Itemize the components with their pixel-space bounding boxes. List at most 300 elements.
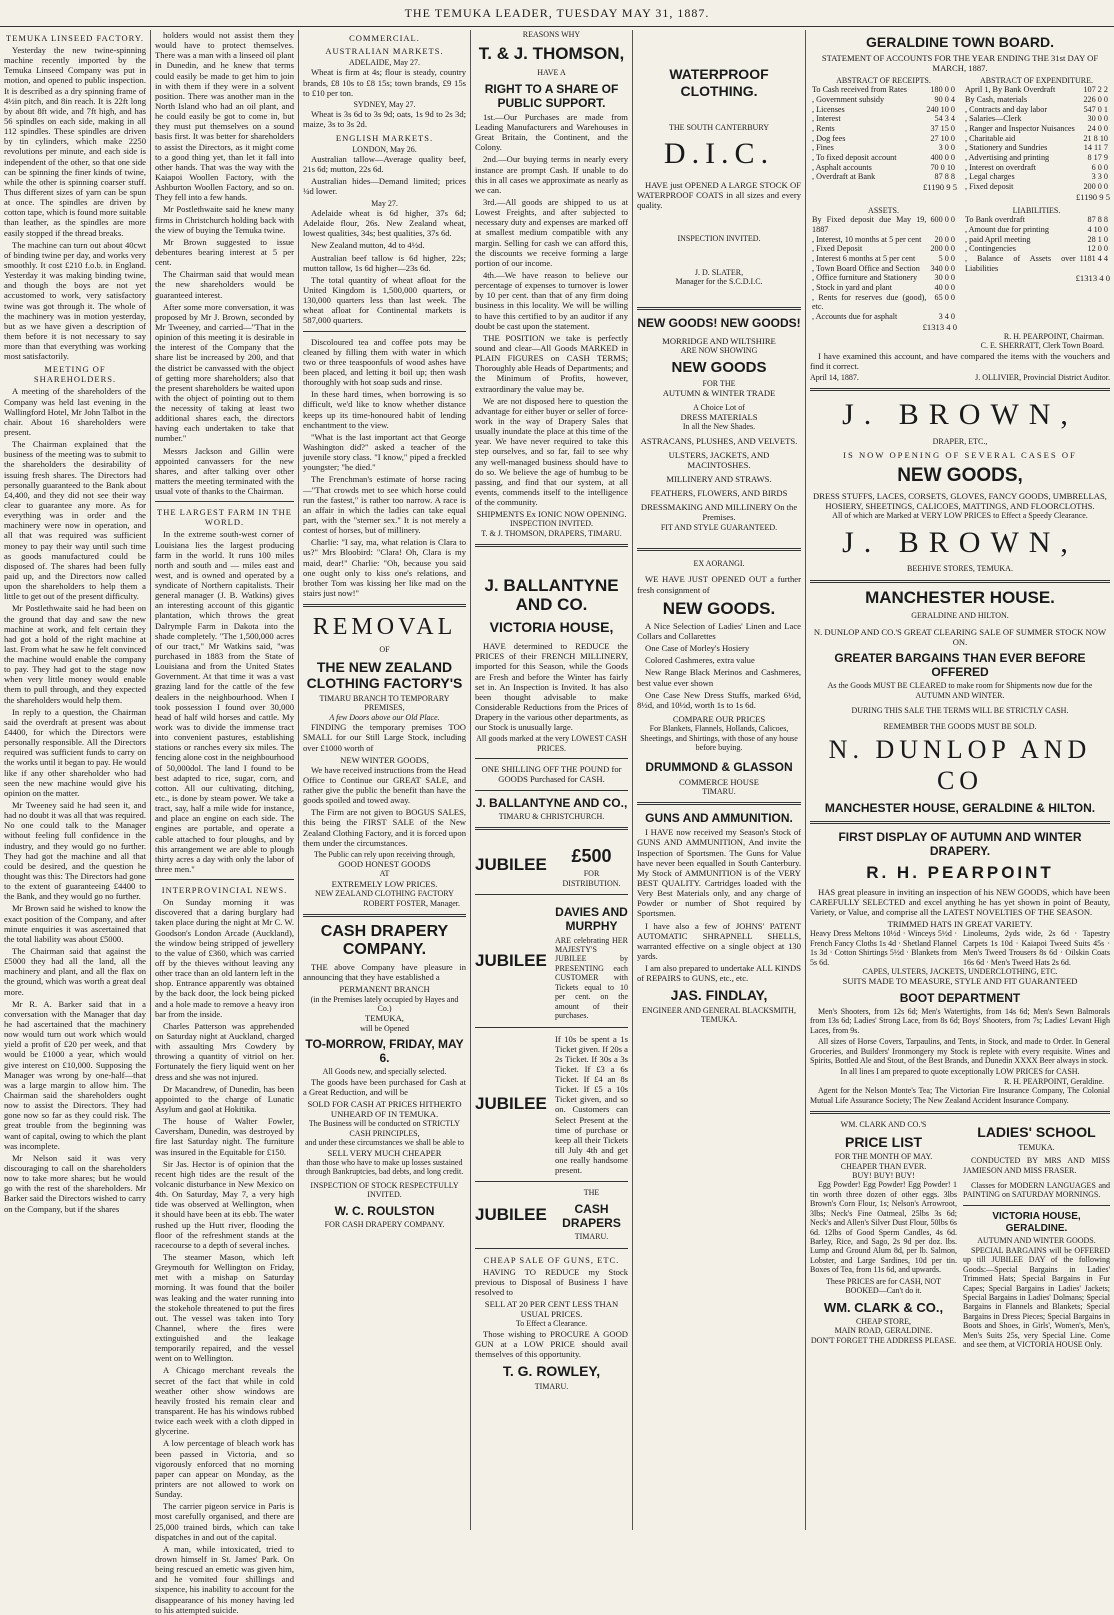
table-row: [963, 153, 1110, 163]
advert-title: N. DUNLOP AND CO: [828, 735, 1092, 795]
section-subtitle: ENGLISH MARKETS.: [335, 132, 434, 143]
advert-text: Egg Powder! Egg Powder! Egg Powder! 1 tin worth three dozen of other eggs. 3lbs Brown's Corn Flour, 1s; Nelson's Arrowroot, 3lbs; Neck's Fine Oatmeal, 25lbs 3s 6d; Neck's and Allen's Silver Dust Flour, 50lbs 6s 6d. 12lbs of Good Sperm Candles, 4s 6d. Barley, Rice, and Sago, 2s 9d per doz. lbs. Lump and Ground Alum 8d, per lb. Salmon, Lobster, and Large Sardines, 10d per tin. Boxes of Tea, from 11s 6d, and upwards.: [810, 1180, 957, 1275]
account-item: , Charitable aid: [965, 133, 1016, 143]
account-item: , Stock in yard and plant: [812, 282, 893, 292]
table-heading: ASSETS.: [868, 205, 899, 215]
table-row: [810, 293, 957, 312]
advert-text: To Effect a Clearance.: [515, 1319, 588, 1329]
advert-text: GERALDINE AND HILTON.: [911, 611, 1009, 621]
advert-text: TIMARU.: [534, 1381, 569, 1391]
account-item: , Balance of Assets over Liabilities: [965, 253, 1076, 273]
table-row: [963, 235, 1110, 245]
assets-block: [810, 206, 957, 332]
table-row: [810, 264, 957, 274]
table-row: [963, 85, 1110, 95]
advert-text: The Firm are not given to BOGUS SALES, this being the FIRST SALE of the New Zealand Clothing Factory, and it is forced upon them under the circumstances.: [303, 807, 466, 848]
paragraph: Dr Macandrew, of Dunedin, has been appointed to the charge of Lunatic Asylum and gaol at Hokitika.: [155, 1083, 294, 1114]
jubilee-label: JUBILEE: [475, 855, 547, 875]
advert-title: FIRST DISPLAY OF AUTUMN AND WINTER DRAPERY.: [838, 829, 1082, 858]
price-list-left: Heavy Dress Meltons 10½d · Winceys 5½d · French Fancy Cloths 1s 4d · Shetland Flannel 1s 3d · Cotton Shirtings 5½d · Blankets from 5s 6d.: [810, 929, 957, 967]
advert-text: As the Goods MUST BE CLEARED to make room for Shipments now due for the AUTUMN AND WINTER.: [827, 681, 1093, 700]
paragraph: Mr R. A. Barker said that in a conversation with the Manager that day he had ascertained that the machinery now would turn out work which would yield a profit of £20 per week, and that would be £1000 a year, which would give interest on £10,000. Supposing the Manager was wrong by one-half—that was a large margin to allow him. The Chairman said the shareholders ought now to assist the Directors. They had gone now so far as they could risk. The great trouble from the beginning was want of capital, owing to which the plant was incomplete.: [4, 998, 146, 1151]
divider: [963, 1205, 1110, 1206]
table-row: [810, 114, 957, 124]
market-report: Australian tallow—Average quality beef, 21s 6d; mutton, 22s 6d.: [303, 154, 466, 175]
advert-text: INSPECTION INVITED.: [509, 519, 594, 529]
table-row: [963, 254, 1110, 273]
table-heading: ABSTRACT OF EXPENDITURE.: [980, 75, 1093, 85]
jubilee-label: JUBILEE: [475, 1205, 547, 1225]
account-item: , Fixed deposit: [965, 181, 1014, 191]
account-item: , Asphalt accounts: [812, 162, 872, 172]
advert-text: PERMANENT BRANCH: [339, 984, 430, 995]
paragraph: Sir Jas. Hector is of opinion that the recent high tides are the result of the volcanic disturbance in New Mexico on 4th. On Saturday, May 7, a very high tide was observed at Wellington, when it should have been at its ebb. The water rushed up the Hutt river, flooding the floor of the refreshment stands at the racecourse to a depth of several inches.: [155, 1158, 294, 1250]
advert-title: J. BALLANTYNE AND CO.: [484, 576, 619, 614]
table-heading: ABSTRACT OF RECEIPTS.: [836, 75, 931, 85]
advert-text: All of which are Marked at VERY LOW PRICES to Effect a Speedy Clearance.: [832, 511, 1088, 521]
table-row: [810, 95, 957, 105]
advert-text: All Goods new, and specially selected.: [322, 1067, 447, 1077]
jubilee-block: [475, 895, 628, 1027]
table-row: [810, 244, 957, 254]
account-item: , Rents: [812, 123, 835, 133]
balance-section: [810, 206, 1110, 332]
advert-signature: R. H. PEARPOINT, Geraldine.: [1003, 1076, 1104, 1086]
account-amount: 27 10 0: [930, 133, 955, 143]
advert-text: Colored Cashmeres, extra value: [645, 655, 755, 666]
advert-title: T. G. ROWLEY,: [502, 1363, 601, 1380]
advert-text: TIMARU.: [574, 1232, 609, 1242]
account-item: By Cash, materials: [965, 94, 1028, 104]
paragraph: The machine can turn out about 40cwt of binding twine per day, and works very smoothly. It cost £210 f.o.b. in England. Yesterday it was making binding twine, and though the boys are not yet accustomed to work, very satisfactory twine was got through it. The whole of the machinery was in motion yesterday, but as we have given a description of them before it is not necessary to say more than that everything was working most satisfactorily.: [4, 239, 146, 362]
account-item: , Interest, 10 months at 5 per cent: [812, 234, 922, 244]
paragraph: Mr Brown said he wished to know the exact position of the Company, and after minute enquiries it was ascertained that the total liability was about £5000.: [4, 903, 146, 944]
paragraph: Messrs Jackson and Gillin were appointed canvassers for the new shares, and after talking over other matters the meeting terminated with the usual vote of thanks to the Chairman.: [155, 445, 294, 497]
table-row: [810, 283, 957, 293]
advert-text: CHEAPER THAN EVER.: [840, 1161, 927, 1171]
advert-text: REMEMBER THE GOODS MUST BE SOLD.: [883, 721, 1037, 731]
table-row: [810, 85, 957, 95]
advert-text: These PRICES are for CASH, NOT BOOKED—Can't do it.: [825, 1276, 942, 1296]
advert-text: One Case New Dress Stuffs, marked 6½d, 8½d, and 10½d, worth 1s to 1s 6d.: [637, 689, 801, 710]
market-report: New Zealand mutton, 4d to 4½d.: [311, 240, 425, 251]
paragraph: A man, while intoxicated, tried to drown himself in St. James' Park. On being rescued an emetic was given him, and he vomited four shillings and sixpence, his inability to account for the disappearance of his money having led to his attempted suicide.: [155, 1543, 294, 1615]
advert-text: 1st.—Our Purchases are made from Leading Manufacturers and Warehouses in Great Britain, the Continent, and the Colony.: [475, 111, 628, 153]
advert-title: J. BROWN,: [842, 525, 1078, 559]
account-item: , Interest: [812, 114, 841, 124]
jubilee-block: [475, 836, 628, 895]
account-amount: 24 0 0: [1087, 123, 1108, 133]
jubilee-label: JUBILEE: [475, 1094, 547, 1114]
advert-title: £500: [571, 846, 612, 867]
divider: [475, 790, 628, 791]
article-title: INTERPROVINCIAL NEWS.: [161, 885, 288, 896]
advert-text: ARE NOW SHOWING: [680, 345, 758, 355]
account-item: , Legal charges: [965, 172, 1015, 182]
divider: [810, 1111, 1110, 1114]
account-amount: 70 0 10: [930, 162, 955, 172]
advert-title: MANCHESTER HOUSE, GERALDINE & HILTON.: [824, 800, 1096, 815]
table-row: [963, 172, 1110, 182]
account-item: , Town Board Office and Section: [812, 263, 920, 273]
account-item: , Licenses: [812, 104, 845, 114]
advert-text: ENGINEER AND GENERAL BLACKSMITH,: [642, 1005, 796, 1015]
accounts-section: [810, 76, 1110, 202]
advert-text: Men's Shooters, from 12s 6d; Men's Watertights, from 14s 6d; Men's Sewn Balmorals from 13s 6d; Ladies' Strong Lace, from 8s 6d; Boys' Shooters, from 7s; Ladies' Levant High Laces, from 9s.: [810, 1006, 1110, 1035]
advert-text: TIMARU & CHRISTCHURCH.: [498, 811, 605, 821]
advert-text: INSPECTION INVITED.: [677, 234, 761, 244]
advert-text: DRESS STUFFS, LACES, CORSETS, GLOVES, FANCY GOODS, UMBRELLAS, HOSIERY, SHEETINGS, CALICOES, MATTINGS, AND FLOORCLOTHS.: [813, 491, 1107, 512]
market-report: The total quantity of wheat afloat for the United Kingdom is 1,500,000 quarters, or 130,000 quarters less than last week. The wheat afloat for Continental markets is 587,000 quarters.: [303, 274, 466, 326]
divider: [810, 388, 1110, 391]
advert-title: GUNS AND AMMUNITION.: [645, 811, 793, 826]
table-total: £1190 9 5: [922, 181, 957, 192]
account-amount: 54 3 4: [934, 114, 955, 124]
advert-text: All sizes of Horse Covers, Tarpaulins, and Tents, in Stock, and made to Order. In General Groceries, and Builders' Ironmongery my Stock is replete with every requisite. Wines and Spirits, Bottled Ale and Stout, of the Best Brands, and Dunedin XXXX Beer always in stock.: [810, 1037, 1110, 1065]
market-report: Adelaide wheat is 6d higher, 37s 6d; Adelaide flour, 26s. New Zealand wheat, lowest qualities, 34s; best qualities, 37s 6d.: [303, 208, 466, 239]
receipts-block: [810, 76, 957, 202]
audit-line: [810, 373, 1110, 382]
advert-text: I am also prepared to undertake ALL KINDS of REPAIRS to GUNS, etc., etc.: [637, 963, 801, 984]
paragraph: The steamer Mason, which left Greymouth for Wellington on Friday, met with a mishap on Saturday morning. It was found that the boiler was leaking and the water running into the stokehole threatened to put the fires out. The vessel was taken into Tory Channel, where the fires were extinguished and the leakage temporarily repaired, and the vessel went on to Wellington.: [155, 1251, 294, 1364]
market-report: Wheat is 3s 6d to 3s 9d; oats, 1s 9d to 2s 3d; maize, 3s to 3s 2d.: [303, 109, 466, 130]
paragraph: "What is the last important act that George Washington did?" asked a teacher of the juvenile story class. "I know," piped a freckled youngster; "he died.": [303, 431, 466, 473]
account-item: , Amount due for printing: [965, 224, 1049, 234]
advert-title: JAS. FINDLAY,: [670, 987, 768, 1004]
account-item: , Interest 6 months at 5 per cent: [812, 253, 916, 263]
account-amount: 6 0 0: [1091, 162, 1108, 172]
advert-text: THE above Company have pleasure in announcing that they have established a: [303, 962, 466, 983]
paragraph: A meeting of the shareholders of the Company was held last evening in the Wallingford Hotel, Mr John Talbot in the chair. About 16 shareholders were present.: [4, 386, 146, 437]
jubilee-text: If 10s be spent a 1s Ticket given. If 20s a 2s Ticket. If 30s a 3s Ticket. If £3 a 6s Ticket. If £4 an 8s Ticket. If £5 a 10s Ticket given, and so on. Customers can Select Present at the time of purchase or keep all their Tickets till July 4th and get one really handsome present.: [555, 1033, 628, 1176]
account-amount: 200 0 0: [930, 244, 955, 254]
advert-text: SELL AT 20 PER CENT LESS THAN USUAL PRICES.: [484, 1299, 619, 1320]
divider: [475, 758, 628, 759]
advert-text: TIMARU.: [702, 786, 736, 796]
advert-text: TEMUKA.: [1018, 1142, 1055, 1152]
advert-text: Those wishing to PROCURE A GOOD GUN at a LOW PRICE should avail themselves of this opportunity.: [475, 1328, 628, 1360]
liabilities-block: [963, 206, 1110, 332]
advert-text: HAVE just OPENED A LARGE STOCK OF WATERPROOF COATS in all sizes and every quality.: [637, 179, 801, 211]
jubilee-label: JUBILEE: [475, 950, 547, 970]
advert-text: I have examined this account, and have compared the items with the vouchers and find it correct.: [810, 350, 1110, 371]
account-item: , Accounts due for asphalt: [812, 311, 898, 321]
advert-text: FIT AND STYLE GUARANTEED.: [660, 522, 778, 532]
table-row: [963, 114, 1110, 124]
advert-text: DRAPER, ETC.,: [932, 436, 988, 446]
table-row: [810, 312, 957, 322]
advert-title: R. H. PEARPOINT: [866, 863, 1054, 883]
advert-text: MORRIDGE AND WILTSHIRE: [662, 335, 776, 346]
table-row: [963, 244, 1110, 254]
advert-title: NEW GOODS,: [897, 465, 1023, 487]
advert-title: GERALDINE TOWN BOARD.: [866, 34, 1054, 50]
table-row: [810, 124, 957, 134]
advert-text: HAVING TO REDUCE my Stock previous to Disposal of Business I have resolved to: [475, 1266, 628, 1297]
divider: [475, 544, 628, 547]
account-item: , Advertising and printing: [965, 152, 1050, 162]
advert-text: THE POSITION we take is perfectly sound and clear—All Goods MARKED in PLAIN FIGURES on CASH TERMS; Thoroughly able Heads of Departments; and the Minimum of Profits, however, extraordinary the value may be.: [475, 332, 628, 394]
advert-text: NEW WINTER GOODS,: [340, 754, 429, 765]
advert-text: NEW ZEALAND CLOTHING FACTORY: [315, 889, 454, 899]
market-report: Wheat is firm at 4s; flour is steady, country brands, £8 10s to £8 15s; town brands, £9 15s to £10 per ton.: [303, 67, 466, 98]
advert-text: New Range Black Merinos and Cashmeres, best value ever shown: [637, 667, 801, 688]
advert-title: PRICE LIST: [844, 1133, 922, 1150]
section-subtitle: AUSTRALIAN MARKETS.: [325, 46, 444, 57]
advert-text: TEMUKA.: [700, 1015, 738, 1025]
advert-text: The goods have been purchased for Cash at a Great Reduction, and will be: [303, 1076, 466, 1097]
advert-text: than those who have to make up losses sustained through Bankruptcies, bad debts, and long credit.: [305, 1157, 464, 1177]
advert-text: EX AORANGI.: [693, 559, 745, 569]
jubilee-block: [475, 1182, 628, 1248]
advert-text: In all lines I am prepared to quote exceptionally LOW PRICES for CASH.: [840, 1067, 1080, 1077]
account-item: , Office furniture and Stationery: [812, 273, 918, 283]
paragraph: On Sunday morning it was discovered that a daring burglary had taken place during the night at Mr C. W. Goodson's London Arcade (Auckland), the window being stripped of jewellery to the value of £360, which was carried off by the thieves without leaving any other trace than an old lantern left in the shop. Entrance apparently was obtained by the back door, the lock being picked and a hole made to remove a heavy iron bar from the inside.: [155, 897, 294, 1019]
signature: C. E. SHERRATT, Clerk Town Board.: [980, 341, 1104, 351]
advert-text: SPECIAL BARGAINS will be OFFERED up till JUBILEE DAY of the following Goods:—Special Bargains in Ladies' Trimmed Hats; Special Bargains in Fur Capes; Special Bargains in Ladies' Jackets; Special Bargains in Ladies' Dolmans; Special Bargains in Flannels and Blankets; Special Bargains in Dress Pieces; Special Bargains in Boots and Shoes, in Girls', Women's, Men's, Men's Suits 25s, very Special Line. Come and see them, at VICTORIA HOUSE Only.: [963, 1245, 1110, 1350]
account-amount: 1181 4 4: [1079, 253, 1108, 263]
paragraph: A Chicago merchant reveals the secret of the fact that while in cold weather other show windows are heavily frosted his remain clear and transparent. He has his windows rubbed twice each week with a cloth dipped in glycerine.: [155, 1365, 294, 1437]
advert-title: NEW GOODS! NEW GOODS!: [637, 315, 801, 330]
divider: [303, 604, 466, 607]
dateline: LONDON, May 26.: [352, 144, 417, 154]
divider: [637, 548, 801, 551]
account-item: , To fixed deposit account: [812, 152, 897, 162]
advert-text: We are not disposed here to question the advantage for either buyer or seller of force-work in the way of Drapery Sales that usually inundate the place at this time of the year. We have never required to take this step ourselves, and so far, fail to see why any well-managed business should have to do so. We believe the age of humbug to be passing, and find that our system, at all events, commends itself to the intelligence of the community.: [475, 395, 628, 508]
advert-text: In all the New Shades.: [682, 422, 756, 432]
paragraph: Mr Brown suggested to issue debentures bearing interest at 5 per cent.: [155, 236, 294, 268]
table-row: [963, 215, 1110, 225]
advert-signature: J. D. SLATER,: [694, 267, 744, 277]
advert-text: FOR THE: [702, 379, 736, 389]
auditor: J. OLLIVIER, Provincial District Auditor.: [975, 372, 1110, 382]
paragraph: The house of Walter Fowler, Caversham, Dunedin, was destroyed by fire last Saturday night. The furniture was insured in the Equitable for £150.: [155, 1116, 294, 1157]
table-row: [810, 273, 957, 283]
advert-title: REMOVAL: [312, 614, 457, 641]
column-3: [299, 30, 470, 1530]
advert-text: A few Doors above our Old Place.: [329, 712, 440, 722]
market-report: Australian hides—Demand limited; prices ¼d lower.: [303, 176, 466, 197]
article-title: TEMUKA LINSEED FACTORY.: [6, 33, 144, 43]
account-item: To Cash received from Rates: [812, 85, 907, 95]
paragraph: In the extreme south-west corner of Louisiana lies the largest producing farm in the world. It runs 100 miles north and south and — miles east and west, and is owned and operated by a syndicate of Northern capitalists. Their general manager (J. B. Watkins) gives an interesting account of this gigantic plantation, which throws the great Dalrymple Farm in Dakota into the shade completely. "The 1,500,000 acres of our tract," Mr Watkins said, "was purchased in 1883 from the State of Louisiana and from the United States Government. At that time it was a vast grazing land for the cattle of the few dealers in the neighbourhood. When I took possession I found over 30,000 head of half wild horses and cattle. My work was to divide the immense tract into convenient pastures, establishing stations or ranches every six miles. The fencing alone cost in the neighbourhood of 50,000dol. The land I found to be best adapted to rice, sugar, corn, and cotton. All our cultivating, ditching, etc., is done by steam power. We take a tract, say, half a mile wide for instance, and place an engine on each side. The engines are portable, and operate a cable attached to four ploughs, and by this arrangement we are able to plough thirty acres a day with only the labor of three men.": [155, 529, 294, 874]
dateline: ADELAIDE, May 27.: [348, 58, 421, 68]
account-item: , Contingencies: [965, 244, 1016, 254]
advert-text: will be Opened: [360, 1023, 409, 1033]
account-item: , Overdraft at Bank: [812, 172, 876, 182]
advert-text: The Business will be conducted on STRICTLY CASH PRINCIPLES,: [308, 1119, 461, 1138]
advert-title: RIGHT TO A SHARE OF PUBLIC SUPPORT.: [484, 81, 619, 110]
account-amount: 107 2 2: [1083, 85, 1108, 95]
divider: [637, 802, 801, 805]
divider: [810, 580, 1110, 583]
advert-signature: ROBERT FOSTER, Manager.: [363, 898, 460, 908]
account-item: , Stationery and Sundries: [965, 143, 1048, 153]
advert-text: A Nice Selection of Ladies' Linen and Lace Collars and Collarettes: [637, 620, 801, 641]
advert-text: BUY! BUY! BUY!: [852, 1170, 915, 1180]
column-1: [0, 30, 150, 1530]
paragraph: The Chairman said that would mean the new shareholders would be guaranteed interest.: [155, 269, 294, 300]
account-item: , Fines: [812, 143, 834, 153]
advert-text: The Public can rely upon receiving through,: [313, 849, 456, 859]
advert-text: 2nd.—Our buying terms in nearly every instance are prompt Cash. If unable to do this in all cases we approximate as nearly as we can.: [475, 154, 628, 195]
advert-text: WM. CLARK AND CO.'S: [840, 1120, 927, 1130]
advert-title: NEW GOODS: [671, 359, 767, 377]
paragraph: Mr Postlethwaite said he had been on the ground that day and saw the new machine at work, and felt certain they had got a hold of the right machine at last. From what he saw he felt convinced the machine would enable the company to pay. They had got to the stage now when very little money would enable them to pull through, and they expected the shareholders would help them.: [4, 603, 146, 705]
article-title: THE LARGEST FARM IN THE WORLD.: [157, 507, 292, 528]
advert-title: GREATER BARGAINS THAN EVER BEFORE OFFERED: [834, 651, 1086, 680]
advert-title: THE NEW ZEALAND CLOTHING FACTORY'S: [306, 658, 463, 692]
advert-title: D.I.C.: [663, 137, 775, 171]
account-amount: 87 8 8: [1087, 215, 1108, 225]
advert-text: SHIPMENTS Ex IONIC NOW OPENING.: [476, 509, 627, 520]
advert-text: I HAVE now received my Season's Stock of GUNS AND AMMUNITION, And invite the Inspection of Sportsmen. The Guns for Value have never been equalled in South Canterbury. My Stock of AMMUNITION is of the VERY BEST QUALITY. Cartridges loaded with the Very Best Materials only, and any charge of Powder or number of Shot required by Sportsmen.: [637, 827, 801, 919]
advert-text: CAPES, ULSTERS, JACKETS, UNDERCLOTHING, ETC.: [862, 967, 1058, 977]
table-row: [963, 95, 1110, 105]
paragraph: In these hard times, when borrowing is so difficult, we'd like to know whether distance keeps up its time-honoured habit of lending enchantment to the view.: [303, 389, 466, 430]
ladies-school: [963, 1120, 1110, 1352]
advert-text: FOR THE MONTH OF MAY.: [834, 1152, 933, 1162]
account-item: , Ranger and Inspector Nuisances: [965, 123, 1075, 133]
advert-text: INSPECTION OF STOCK RESPECTFULLY INVITED.: [310, 1180, 459, 1200]
advert-title: MANCHESTER HOUSE.: [865, 587, 1055, 607]
advert-text: We have received instructions from the Head Office to Continue our GREAT SALE, and rather give the public the benefit than have the goods spoiled and towed away.: [303, 764, 466, 806]
advert-text: SOLD FOR CASH AT PRICES HITHERTO UNHEARD OF IN TEMUKA.: [307, 1099, 462, 1120]
paragraph: holders would not assist them they would have to protect themselves. There was a man with a linseed oil plant in Dunedin, and he knew that terms could easily be made to get him to join in with them if they were in a solvent position. There was another man in the North Island who had an oil plant, and he could easily be got to come in, but they must put themselves on a sound basis first. It was better for shareholders to assist the Directors, as it might come to a good thing yet, than let it fall into other hands. That was the way with the Kaiapoi Woollen Factory, with the Ashburton Woollen Factory, and so on. They fell into a few hands.: [155, 30, 294, 203]
jubilee-text: [555, 842, 628, 888]
account-item: , Contracts and day labor: [965, 104, 1048, 114]
bottom-adverts: [810, 1120, 1110, 1352]
advert-text: (in the Premises lately occupied by Hayes and Co.): [310, 994, 459, 1013]
advert-text: CONDUCTED BY MRS AND MISS JAMIESON AND MISS FRASER.: [963, 1156, 1110, 1175]
advert-text: STATEMENT OF ACCOUNTS FOR THE YEAR ENDING THE 31st DAY OF MARCH, 1887.: [821, 52, 1099, 73]
account-amount: 180 0 0: [930, 85, 955, 95]
advert-title: NEW GOODS.: [662, 598, 776, 618]
advert-text: N. DUNLOP AND CO.'S GREAT CLEARING SALE OF SUMMER STOCK NOW ON.: [813, 626, 1107, 647]
account-amount: 547 0 1: [1083, 104, 1108, 114]
account-amount: 40 0 0: [934, 282, 955, 292]
section-title: COMMERCIAL.: [349, 33, 420, 43]
table-row: [810, 163, 957, 173]
account-item: To Bank overdraft: [965, 215, 1025, 225]
table-heading: LIABILITIES.: [1012, 205, 1061, 215]
advert-text: COMPARE OUR PRICES: [672, 713, 766, 724]
column-5: [633, 30, 805, 1530]
divider: [303, 331, 466, 332]
table-row: [963, 182, 1110, 192]
table-row: [810, 172, 957, 182]
advert-title: J. BALLANTYNE AND CO.,: [475, 795, 628, 810]
expenditure-block: [963, 76, 1110, 202]
advert-text: 4th.—We have reason to believe our percentage of expenses to turnover is lower by 10 per cent. than that of any firm doing business in this locality. We will be willing to have this certified to by an auditor if any doubt be cast upon the statement.: [475, 269, 628, 331]
jubilee-text: [555, 1188, 628, 1241]
advert-text: GOOD HONEST GOODS: [338, 859, 431, 870]
account-item: By Fixed deposit due May 19, 1887: [812, 215, 927, 234]
article-subtitle: MEETING OF SHAREHOLDERS.: [33, 364, 117, 385]
audit-date: April 14, 1887.: [810, 372, 859, 382]
account-amount: 20 0 0: [934, 234, 955, 244]
advert-text: I have also a few of JOHNS' PATENT AUTOMATIC SHRAPNELL SHELLS, warranted effective on a single object at 130 yards.: [637, 920, 801, 961]
advert-title: CHEAP SALE OF GUNS, ETC.: [483, 1254, 620, 1265]
advert-text: ASTRACANS, PLUSHES, AND VELVETS.: [640, 435, 798, 446]
advert-text: ARE celebrating HER MAJESTY'S JUBILEE by PRESENTING each CUSTOMER with Tickets equal to 10 per cent. on the amount of their purchases.: [555, 935, 628, 1021]
table-row: [963, 124, 1110, 134]
advert-signature: T. & J. THOMSON, DRAPERS, TIMARU.: [481, 528, 622, 538]
account-amount: 87 8 8: [934, 172, 955, 182]
paragraph: After some more conversation, it was proposed by Mr J. Brown, seconded by Mr Tweeney, and carried—"That in the opinion of this meeting it is desirable in the interest of the Company that the share list be increased by 200, and that the district be canvassed with the object of getting more shareholders; also that the present shareholders be waited upon with the object of pointing out to them the necessity of taking at least two additional shares each, the directors having each undertaken to take that number.": [155, 301, 294, 444]
divider: [155, 501, 294, 502]
divider: [303, 914, 466, 917]
account-amount: 90 0 4: [934, 94, 955, 104]
advert-text: COMMERCE HOUSE: [679, 776, 759, 787]
expenditure-table: [963, 85, 1110, 191]
table-row: [810, 134, 957, 144]
account-item: , paid April meeting: [965, 234, 1031, 244]
advert-text: All goods marked at the very LOWEST CASH PRICES.: [476, 734, 627, 753]
paragraph: The Chairman explained that the business of the meeting was to submit to the shareholders the desirability of issuing fresh shares. The Directors had personally guaranteed to the Bank about £4,400, and they did not see their way clear to guarantee any more. As for everything was in order and the machinery were now in operation, and all that was required was sufficient money to pay their way until such time as goods manufactured could be disposed of. The shares had been fully paid up, and the Directors now called upon the shareholders to help them a little to get out of the present difficulty.: [4, 439, 146, 602]
account-amount: 400 0 0: [930, 152, 955, 162]
advert-title: J. BROWN,: [842, 398, 1078, 432]
advert-text: FEATHERS, FLOWERS, AND BIRDS: [650, 488, 788, 499]
signature: R. H. PEARPOINT, Chairman.: [1003, 331, 1104, 341]
table-row: [963, 143, 1110, 153]
advert-title: BOOT DEPARTMENT: [899, 990, 1021, 1005]
jubilee-text: [555, 901, 628, 1020]
account-item: , Government subsidy: [812, 94, 885, 104]
advert-text: THE SOUTH CANTERBURY: [668, 123, 769, 133]
advert-title: DAVIES AND MURPHY: [555, 905, 628, 934]
account-amount: 12 0 0: [1087, 244, 1108, 254]
account-amount: 8 17 9: [1087, 152, 1108, 162]
advert-text: OF: [379, 645, 390, 655]
price-list-right: Linoleums, 2yds wide, 2s 6d · Tapestry Carpets 1s 10d · Kaiapoi Tweed Suits 45s · Men's Tweed Trousers 8s 6d · Oilskin Coats 16s 6d · Men's Tweed Hats 2s 6d.: [963, 929, 1110, 967]
table-row: [963, 163, 1110, 173]
column-2: [151, 30, 298, 1615]
advert-text: MILLINERY AND STRAWS.: [666, 474, 772, 485]
assets-table: [810, 215, 957, 321]
advert-text: MAIN ROAD, GERALDINE.: [834, 1326, 933, 1336]
advert-text: One Case of Morley's Hosiery: [645, 643, 750, 654]
divider: [637, 307, 801, 310]
advert-text: HAS great pleasure in inviting an inspection of his NEW GOODS, which have been CAREFULLY SELECTED and excel anything he has yet shown in point of Beauty, Variety, or Value, and comprise all the LATEST NOVELTIES OF THE SEASON.: [810, 886, 1110, 917]
jubilee-block: [475, 1028, 628, 1183]
clark-price-list: [810, 1120, 957, 1352]
table-row: [810, 153, 957, 163]
table-row: [963, 134, 1110, 144]
advert-text: EXTREMELY LOW PRICES.: [331, 878, 438, 889]
advert-text: 3rd.—All goods are shipped to us at Lowest Freights, and after subjected to necessary duty and expenses are marked off at smallest medium compatible with any margin. Selling for cash we can afford this, the discounts we receive forming a large portion of our income.: [475, 197, 628, 268]
advert-text: HAVE A: [537, 68, 566, 78]
masthead: THE TEMUKA LEADER, TUESDAY MAY 31, 1887.: [0, 0, 1114, 27]
advert-text: Agent for the Nelson Monte's Tea; The Victorian Fire Insurance Company, The Colonial Mutual Life Assurance Society; The New Zealand Accident Insurance Company.: [810, 1086, 1110, 1105]
account-item: , Fixed Deposit: [812, 244, 863, 254]
advert-text: FINDING the temporary premises TOO SMALL for our Still Large Stock, including over £1000 worth of: [303, 722, 466, 753]
advert-text: TRIMMED HATS IN GREAT VARIETY.: [887, 919, 1033, 930]
dateline: May 27.: [371, 198, 398, 208]
account-amount: 28 1 0: [1087, 234, 1108, 244]
table-row: [810, 105, 957, 115]
advert-title: DRUMMOND & GLASSON: [645, 760, 793, 775]
advert-text: THE: [583, 1188, 600, 1198]
account-amount: 21 8 10: [1083, 133, 1108, 143]
advert-text: REASONS WHY: [522, 30, 581, 39]
advert-title: TO-MORROW, FRIDAY, MAY 6.: [305, 1037, 464, 1066]
account-amount: 3 4 0: [938, 311, 955, 321]
account-amount: 30 0 0: [1087, 114, 1108, 124]
advert-text: CHEAP STORE,: [855, 1316, 912, 1326]
advert-title: T. & J. THOMSON,: [478, 44, 625, 64]
receipts-table: [810, 85, 957, 182]
